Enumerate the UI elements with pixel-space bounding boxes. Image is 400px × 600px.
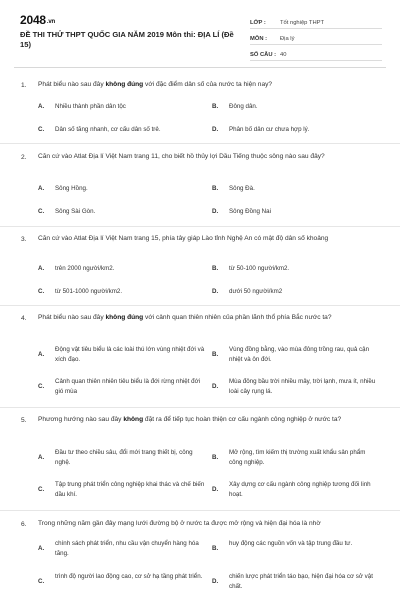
option-letter: D.: [212, 486, 219, 493]
option-text: Dân số tăng nhanh, cơ cấu dân số trẻ.: [55, 126, 161, 133]
option-letter: A.: [38, 545, 45, 552]
page-header: [0, 0, 400, 66]
option-text: từ 501-1000 người/km2.: [55, 288, 123, 295]
option-letter: B.: [212, 545, 219, 552]
question-text-post: với đặc điểm dân số của nước ta hiện nay?: [143, 81, 273, 88]
option-text: Sông Đồng Nai: [229, 208, 271, 215]
meta-value: Tốt nghiệp THPT: [280, 20, 325, 26]
option-text: Tập trung phát triển công nghiệp khai thác và chế biến dầu khí.: [55, 481, 205, 498]
meta-key: LỚP :: [250, 20, 266, 26]
option-letter: D.: [212, 578, 219, 585]
option-text: Mở rộng, tìm kiếm thị trường xuất khẩu sản phẩm công nghiệp.: [229, 449, 366, 466]
option-letter: B.: [212, 265, 219, 272]
option-letter: C.: [38, 486, 45, 493]
option-letter: D.: [212, 383, 219, 390]
option-text: Sông Đà.: [229, 185, 255, 192]
logo-sub: .vn: [46, 19, 55, 25]
option-text: Xây dựng cơ cấu ngành công nghiệp tương đối linh hoạt.: [229, 481, 371, 498]
option-letter: C.: [38, 383, 45, 390]
question-text-post: đặt ra để tiếp tục hoàn thiện cơ cấu ngành công nghiệp ở nước ta?: [143, 416, 342, 423]
question-text: [38, 518, 390, 530]
option-letter: D.: [212, 208, 219, 215]
question-text-pre: Trong những năm gần đây mạng lưới đường bộ ở nước ta được mở rộng và hiện đại hóa là nhờ: [38, 520, 321, 527]
question-number: 1.: [21, 82, 27, 89]
question-number: 2.: [21, 154, 27, 161]
option-text: từ 50-100 người/km2.: [229, 265, 290, 272]
option-text: Sông Sài Gòn.: [55, 208, 96, 215]
question-text-emphasis: không đúng: [105, 314, 144, 321]
option-letter: D.: [212, 126, 219, 133]
question-divider: [0, 305, 400, 306]
option-text: Đông dân.: [229, 103, 258, 110]
option-text: Đầu tư theo chiều sâu, đổi mới trang thiết bị, công nghệ.: [55, 449, 193, 466]
logo-main: 2048: [20, 13, 46, 27]
option-text: Cảnh quan thiên nhiên tiêu biểu là đới rừng nhiệt đới gió mùa: [55, 378, 201, 395]
meta-key: MÔN :: [250, 36, 268, 42]
option-text: Sông Hồng.: [55, 185, 88, 192]
option-text: Vùng đồng bằng, vào mùa đông trồng rau, quả cận nhiệt và ôn đới.: [229, 346, 370, 363]
question-text-post: với cảnh quan thiên nhiên của phần lãnh thổ phía Bắc nước ta?: [143, 314, 332, 321]
question-divider: [0, 407, 400, 408]
option-letter: B.: [212, 103, 219, 110]
meta-key: SỐ CÂU :: [250, 52, 277, 58]
question-text: [38, 233, 390, 245]
option-text: trên 2000 người/km2.: [55, 265, 115, 272]
option-text: Mùa đông bầu trời nhiều mây, trời lạnh, mưa ít, nhiều loài cây rụng lá.: [229, 378, 376, 395]
option-text: chính sách phát triển, nhu cầu vận chuyển hàng hóa tăng.: [55, 540, 199, 557]
question-number: 3.: [21, 236, 27, 243]
question-divider: [0, 510, 400, 511]
option-letter: C.: [38, 288, 45, 295]
question-text-emphasis: không đúng: [105, 81, 144, 88]
question-text-pre: Phương hướng nào sau đây: [38, 416, 124, 423]
option-letter: D.: [212, 288, 219, 295]
option-text: Động vật tiêu biểu là các loài thú lớn vùng nhiệt đới và xích đạo.: [55, 346, 205, 363]
question-text-pre: Phát biểu nào sau đây: [38, 81, 106, 88]
option-letter: B.: [212, 351, 219, 358]
exam-title: ĐỀ THI THỬ THPT QUỐC GIA NĂM 2019 Môn thi: ĐỊA LÍ (Đề 15): [20, 30, 234, 49]
option-letter: C.: [38, 578, 45, 585]
question-text: [38, 414, 390, 426]
option-letter: C.: [38, 126, 45, 133]
option-letter: B.: [212, 185, 219, 192]
option-letter: A.: [38, 265, 45, 272]
meta-value: Địa lý: [280, 36, 295, 42]
option-text: chiến lược phát triển táo bạo, hiện đại hóa cơ sở vật chất.: [229, 573, 373, 590]
option-text: huy động các nguồn vốn và tập trung đầu tư.: [229, 540, 353, 547]
option-text: Nhiều thành phần dân tộc: [55, 103, 126, 110]
option-text: Phân bố dân cư chưa hợp lý.: [229, 126, 310, 133]
question-text: [38, 312, 390, 324]
meta-value: 40: [280, 52, 287, 58]
question-text-pre: Phát biểu nào sau đây: [38, 314, 106, 321]
question-text-pre: Căn cứ vào Atlat Địa lí Việt Nam trang 15, phía tây giáp Lào tỉnh Nghệ An có mật độ dân số khoảng: [38, 235, 329, 242]
question-number: 4.: [21, 315, 27, 322]
option-letter: B.: [212, 454, 219, 461]
question-text: [38, 79, 390, 91]
question-number: 6.: [21, 521, 27, 528]
question-divider: [0, 226, 400, 227]
meta-row-count: [250, 45, 382, 61]
option-text: trình độ người lao động cao, cơ sở hạ tầng phát triển.: [55, 573, 203, 580]
question-text-pre: Căn cứ vào Atlat Địa lí Việt Nam trang 11, cho biết hồ thủy lợi Dầu Tiếng thuộc sông nào sau đây?: [38, 153, 325, 160]
option-letter: A.: [38, 185, 45, 192]
header-divider: [14, 67, 386, 68]
option-letter: A.: [38, 351, 45, 358]
option-letter: A.: [38, 454, 45, 461]
exam-meta: [250, 13, 382, 61]
option-text: dưới 50 người/km2: [229, 288, 283, 295]
option-letter: C.: [38, 208, 45, 215]
question-divider: [0, 143, 400, 144]
option-letter: A.: [38, 103, 45, 110]
question-text: [38, 151, 390, 163]
meta-row-subject: [250, 29, 382, 45]
question-number: 5.: [21, 417, 27, 424]
meta-row-class: [250, 13, 382, 29]
site-logo[interactable]: [20, 13, 55, 27]
question-text-emphasis: không: [123, 416, 144, 423]
